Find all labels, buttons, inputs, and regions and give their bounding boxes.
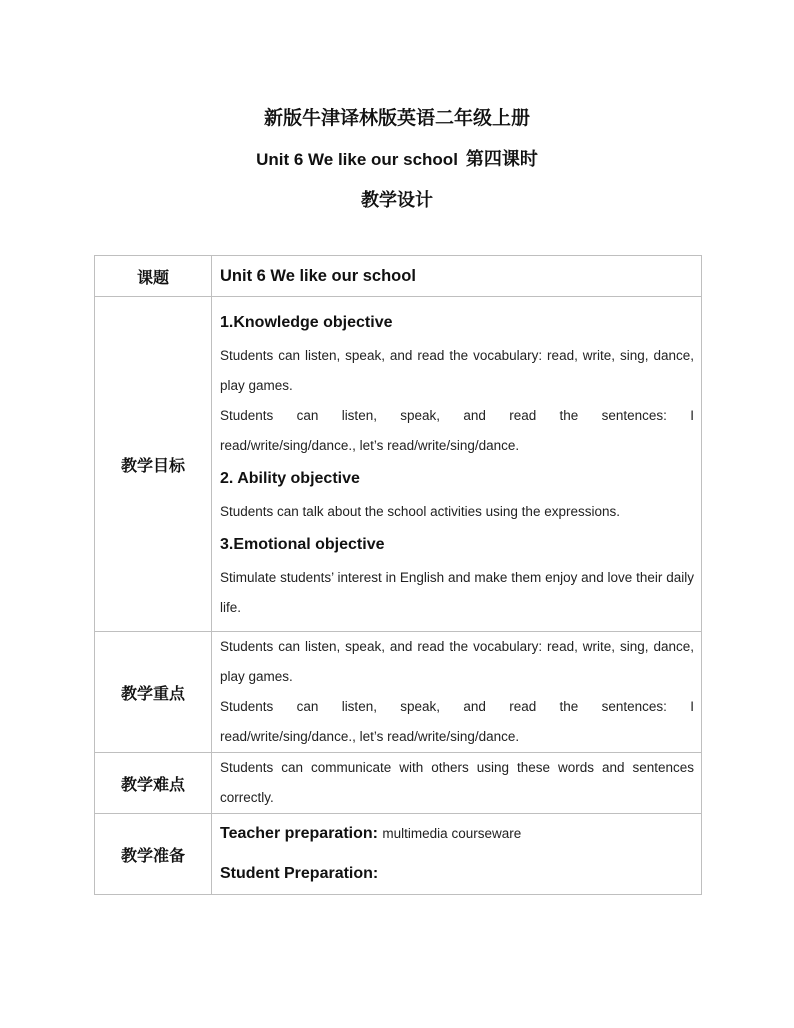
difficulties-label: 教学难点	[95, 753, 212, 814]
document-subtitle	[0, 145, 794, 171]
preparation-label: 教学准备	[95, 814, 212, 895]
table-row-topic	[95, 256, 702, 297]
table-row-key-points	[95, 632, 702, 753]
goals-label: 教学目标	[95, 297, 212, 632]
ability-objective-heading: 2. Ability objective	[220, 470, 360, 487]
teacher-preparation-value: multimedia courseware	[382, 826, 522, 841]
topic-value: Unit 6 We like our school	[220, 266, 416, 285]
lesson-plan-table	[94, 255, 702, 895]
table-row-goals	[95, 297, 702, 632]
unit-title: Unit 6 We like our school	[256, 150, 458, 169]
knowledge-objective-heading: 1.Knowledge objective	[220, 314, 393, 331]
teacher-preparation-label: Teacher preparation:	[220, 825, 378, 842]
key-points-label: 教学重点	[95, 632, 212, 753]
goals-cell	[212, 297, 702, 632]
difficulties-text: Students can communicate with others using these words and sentences correctly.	[220, 760, 694, 805]
key-points-text-2: Students can listen, speak, and read the sentences: I	[220, 699, 694, 714]
key-points-cell	[212, 632, 702, 753]
emotional-objective-heading: 3.Emotional objective	[220, 536, 385, 553]
emotional-objective-text: Stimulate students’ interest in English and make them enjoy and love their daily life.	[220, 570, 694, 615]
ability-objective-text: Students can talk about the school activities using the expressions.	[220, 504, 620, 519]
knowledge-objective-text-3: read/write/sing/dance., let’s read/write/sing/dance.	[220, 438, 520, 453]
knowledge-objective-text-1: Students can listen, speak, and read the vocabulary: read, write, sing, dance, play games.	[220, 348, 694, 393]
student-preparation-label: Student Preparation:	[220, 865, 379, 882]
document-title: 新版牛津译林版英语二年级上册	[263, 107, 530, 129]
key-points-text-1: Students can listen, speak, and read the vocabulary: read, write, sing, dance, play games.	[220, 639, 694, 684]
key-points-text-3: read/write/sing/dance., let’s read/write/sing/dance.	[220, 729, 520, 744]
difficulties-cell	[212, 753, 702, 814]
knowledge-objective-text-2: Students can listen, speak, and read the sentences: I	[220, 408, 694, 423]
teacher-preparation	[220, 814, 694, 854]
topic-cell	[212, 256, 702, 297]
table-row-difficulties	[95, 753, 702, 814]
document-type: 教学设计	[361, 190, 433, 211]
lesson-number: 第四课时	[465, 149, 538, 170]
table-row-preparation	[95, 814, 702, 895]
topic-label: 课题	[95, 256, 212, 297]
preparation-cell	[212, 814, 702, 895]
